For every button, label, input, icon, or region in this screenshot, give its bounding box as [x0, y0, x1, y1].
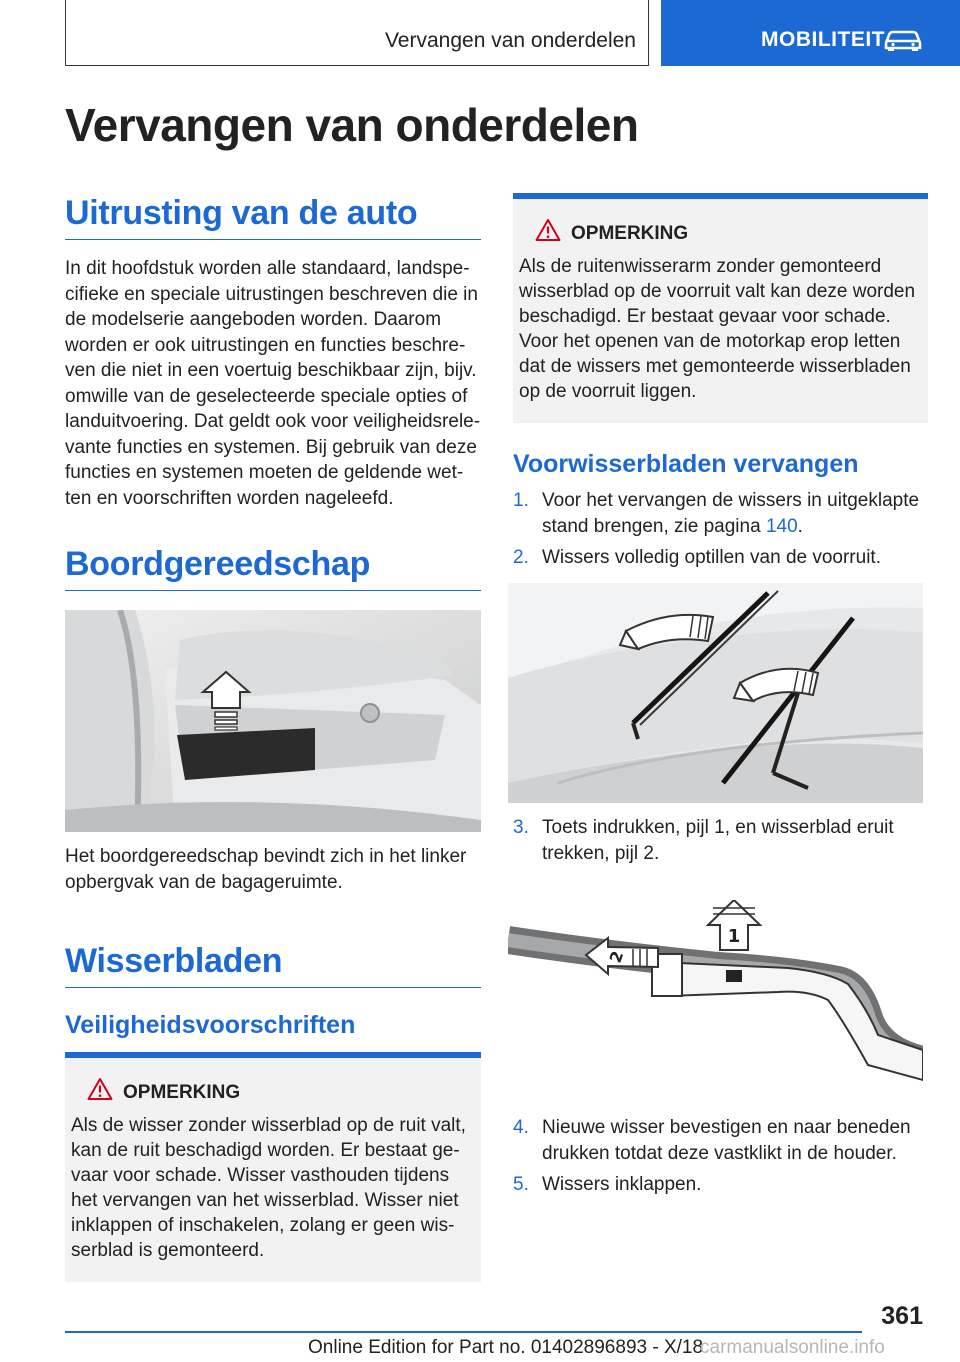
heading-toolkit: Boordgereedschap: [65, 545, 481, 591]
wiper-release-diagram: [508, 900, 923, 1100]
header-chapter-tab[interactable]: [661, 0, 960, 66]
watermark[interactable]: carmanualsonline.info: [700, 1337, 885, 1358]
header-section-title: Vervangen van onderdelen: [384, 29, 636, 52]
trunk-toolkit-image: [65, 610, 481, 832]
heading-equipment: Uitrusting van de auto: [65, 194, 481, 240]
warning-icon: [87, 1077, 113, 1101]
note-box-left: [65, 1052, 481, 1282]
toolkit-paragraph: Het boordgereedschap bevindt zich in het linker opbergvak van de bagageruimte.: [65, 846, 467, 893]
header-section-box: [65, 0, 649, 66]
heading-wipers: Wisserbladen: [65, 942, 481, 988]
warning-icon: [535, 218, 561, 242]
page-title: Vervangen van onderdelen: [65, 99, 639, 151]
windshield-wipers-image: [508, 583, 923, 803]
note-box-right: [513, 193, 928, 423]
header-chapter-label: MOBILITEIT: [761, 28, 885, 51]
page-link-140[interactable]: 140: [765, 515, 798, 537]
heading-safety: Veiligheidsvoorschriften: [65, 1011, 356, 1039]
heading-front-wipers: Voorwisserbladen vervangen: [513, 450, 859, 478]
arrow-label-2: 2: [605, 948, 628, 966]
car-icon: [883, 29, 923, 51]
footer-edition: Online Edition for Part no. 01402896893 - X/18: [308, 1337, 704, 1358]
equipment-paragraph: In dit hoofdstuk worden alle standaard, landspe‐ cifieke en speciale uitrustingen beschreven die in de modelserie aangeboden worden. Daarom worden er ook uitrustingen en functies beschre‐ ven die niet in een voertuig beschikbaar zijn, bijv. omwille van de geselecteerde speciale opties of landuitvoering. Dat geldt ook voor veiligheidsrele‐ vante functies en systemen. Bij gebruik van deze functies en systemen moeten de geldende wet‐ ten en voorschriften worden nageleefd.: [65, 258, 481, 509]
note-text: Als de wisser zonder wisserblad op de ruit valt, kan de ruit beschadigd worden. Er bestaat ge‐ vaar voor schade. Wisser vasthouden tijdens het vervangen van het wisserblad. Wisser niet inklappen of inschakelen, zolang er geen wis‐ serblad is gemonteerd.: [71, 1115, 466, 1261]
footer-divider: [65, 1331, 862, 1333]
arrow-label-1: 1: [727, 926, 741, 947]
note-text: Als de ruitenwisserarm zonder gemonteerd wisserblad op de voorruit valt kan deze worden beschadigd. Er bestaat gevaar voor schade. Voor het openen van de motorkap erop letten dat de wissers met gemonteerde wisserbladen op de voorruit liggen.: [519, 256, 916, 402]
note-title: OPMERKING: [123, 1082, 241, 1103]
note-title: OPMERKING: [571, 223, 689, 244]
page-number: 361: [881, 1302, 923, 1330]
